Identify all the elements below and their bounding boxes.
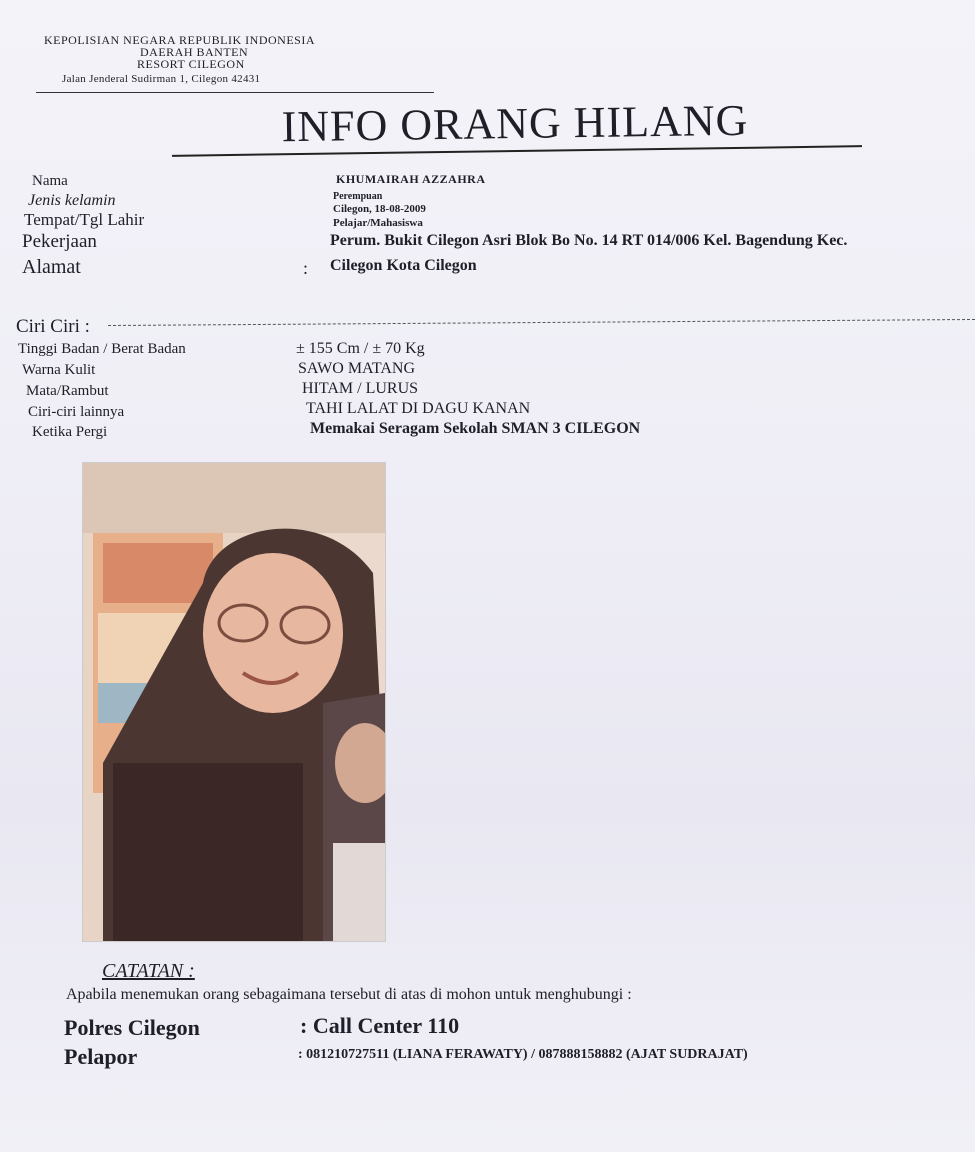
jenis-kelamin-value: Perempuan — [333, 191, 383, 202]
pergi-value: Memakai Seragam Sekolah SMAN 3 CILEGON — [310, 420, 641, 437]
lainnya-label: Ciri-ciri lainnya — [28, 404, 125, 420]
polres-value: : Call Center 110 — [300, 1013, 460, 1038]
pekerjaan-label: Pekerjaan — [22, 231, 97, 252]
alamat-value-line1: Perum. Bukit Cilegon Asri Blok Bo No. 14 RT 014/006 Kel. Bagendung Kec. — [330, 232, 848, 249]
header-address: Jalan Jenderal Sudirman 1, Cilegon 42431 — [62, 73, 261, 85]
kulit-label: Warna Kulit — [22, 362, 96, 378]
pergi-label: Ketika Pergi — [32, 424, 108, 440]
catatan-text: Apabila menemukan orang sebagaimana tersebut di atas di mohon untuk menghubungi : — [66, 986, 632, 1003]
person-photo — [82, 462, 386, 942]
header-region: DAERAH BANTEN — [140, 45, 249, 59]
tinggi-value: ± 155 Cm / ± 70 Kg — [296, 340, 425, 357]
header-police: KEPOLISIAN NEGARA REPUBLIK INDONESIA — [44, 33, 315, 47]
page-title: INFO ORANG HILANG — [281, 95, 749, 152]
alamat-value-line2: Cilegon Kota Cilegon — [330, 257, 477, 274]
jenis-kelamin-label: Jenis kelamin — [28, 192, 116, 209]
alamat-separator: : — [303, 258, 309, 278]
alamat-label: Alamat — [22, 256, 81, 278]
header-resort: RESORT CILEGON — [137, 57, 245, 71]
mata-value: HITAM / LURUS — [302, 380, 419, 397]
pelapor-value: : 081210727511 (LIANA FERAWATY) / 087888158882 (AJAT SUDRAJAT) — [298, 1047, 748, 1062]
catatan-heading: CATATAN : — [102, 960, 195, 982]
kulit-value: SAWO MATANG — [298, 360, 415, 377]
ttl-value: Cilegon, 18-08-2009 — [333, 203, 426, 215]
nama-value: KHUMAIRAH AZZAHRA — [336, 172, 486, 186]
mata-label: Mata/Rambut — [26, 383, 109, 399]
pekerjaan-value: Pelajar/Mahasiswa — [333, 217, 423, 229]
nama-label: Nama — [32, 173, 68, 189]
ttl-label: Tempat/Tgl Lahir — [24, 210, 145, 229]
ciri-dashed-line — [108, 319, 975, 326]
lainnya-value: TAHI LALAT DI DAGU KANAN — [306, 400, 531, 417]
polres-label: Polres Cilegon — [64, 1015, 200, 1040]
tinggi-label: Tinggi Badan / Berat Badan — [18, 341, 186, 357]
header-divider — [36, 92, 434, 93]
ciri-heading: Ciri Ciri : — [16, 316, 90, 337]
pelapor-label: Pelapor — [64, 1044, 138, 1069]
